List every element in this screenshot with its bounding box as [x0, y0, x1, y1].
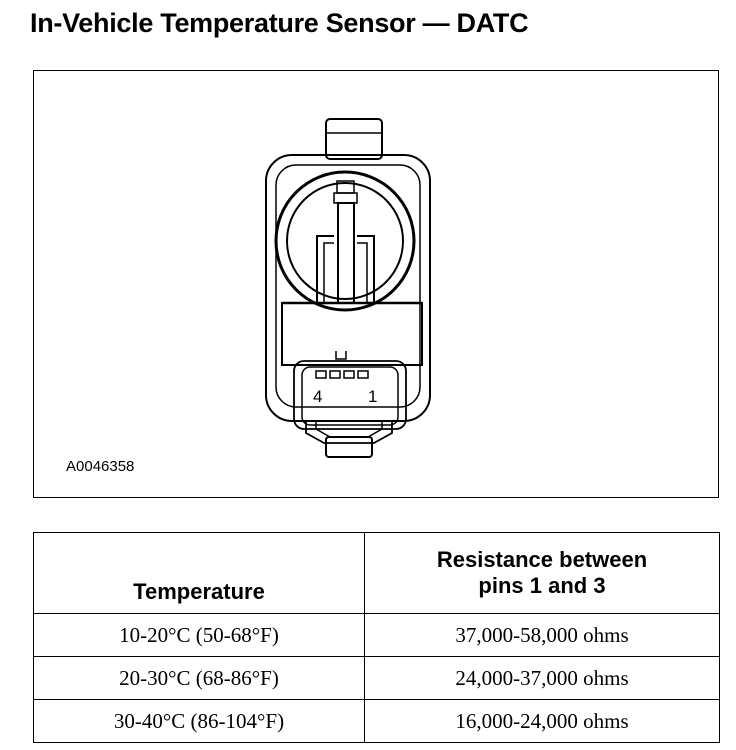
- table-row: [34, 657, 720, 700]
- temperature-cell: 20-30°C (68-86°F): [34, 657, 365, 700]
- pin-label-4: 4: [313, 387, 323, 406]
- page-title: In-Vehicle Temperature Sensor — DATC: [30, 8, 529, 38]
- sensor-diagram: [34, 71, 720, 499]
- figure-id: A0046358: [66, 458, 135, 475]
- sensor-lower-block: [282, 303, 422, 365]
- resistance-cell: 24,000-37,000 ohms: [365, 657, 720, 700]
- sensor-top-tab: [326, 119, 382, 159]
- resistance-table: [33, 532, 720, 743]
- table-row: [34, 700, 720, 743]
- header-resistance: Resistance between pins 1 and 3: [365, 533, 720, 614]
- resistance-cell: 37,000-58,000 ohms: [365, 614, 720, 657]
- connector-pins: [316, 371, 368, 378]
- table-row: [34, 614, 720, 657]
- pin-label-1: 1: [368, 387, 378, 406]
- temperature-cell: 10-20°C (50-68°F): [34, 614, 365, 657]
- temperature-cell: 30-40°C (86-104°F): [34, 700, 365, 743]
- sensor-figure: [33, 70, 719, 498]
- header-temperature: Temperature: [34, 533, 365, 614]
- resistance-cell: 16,000-24,000 ohms: [365, 700, 720, 743]
- connector-latch: [326, 437, 372, 457]
- sensor-plunger: [338, 203, 354, 303]
- table-header-row: [34, 533, 720, 614]
